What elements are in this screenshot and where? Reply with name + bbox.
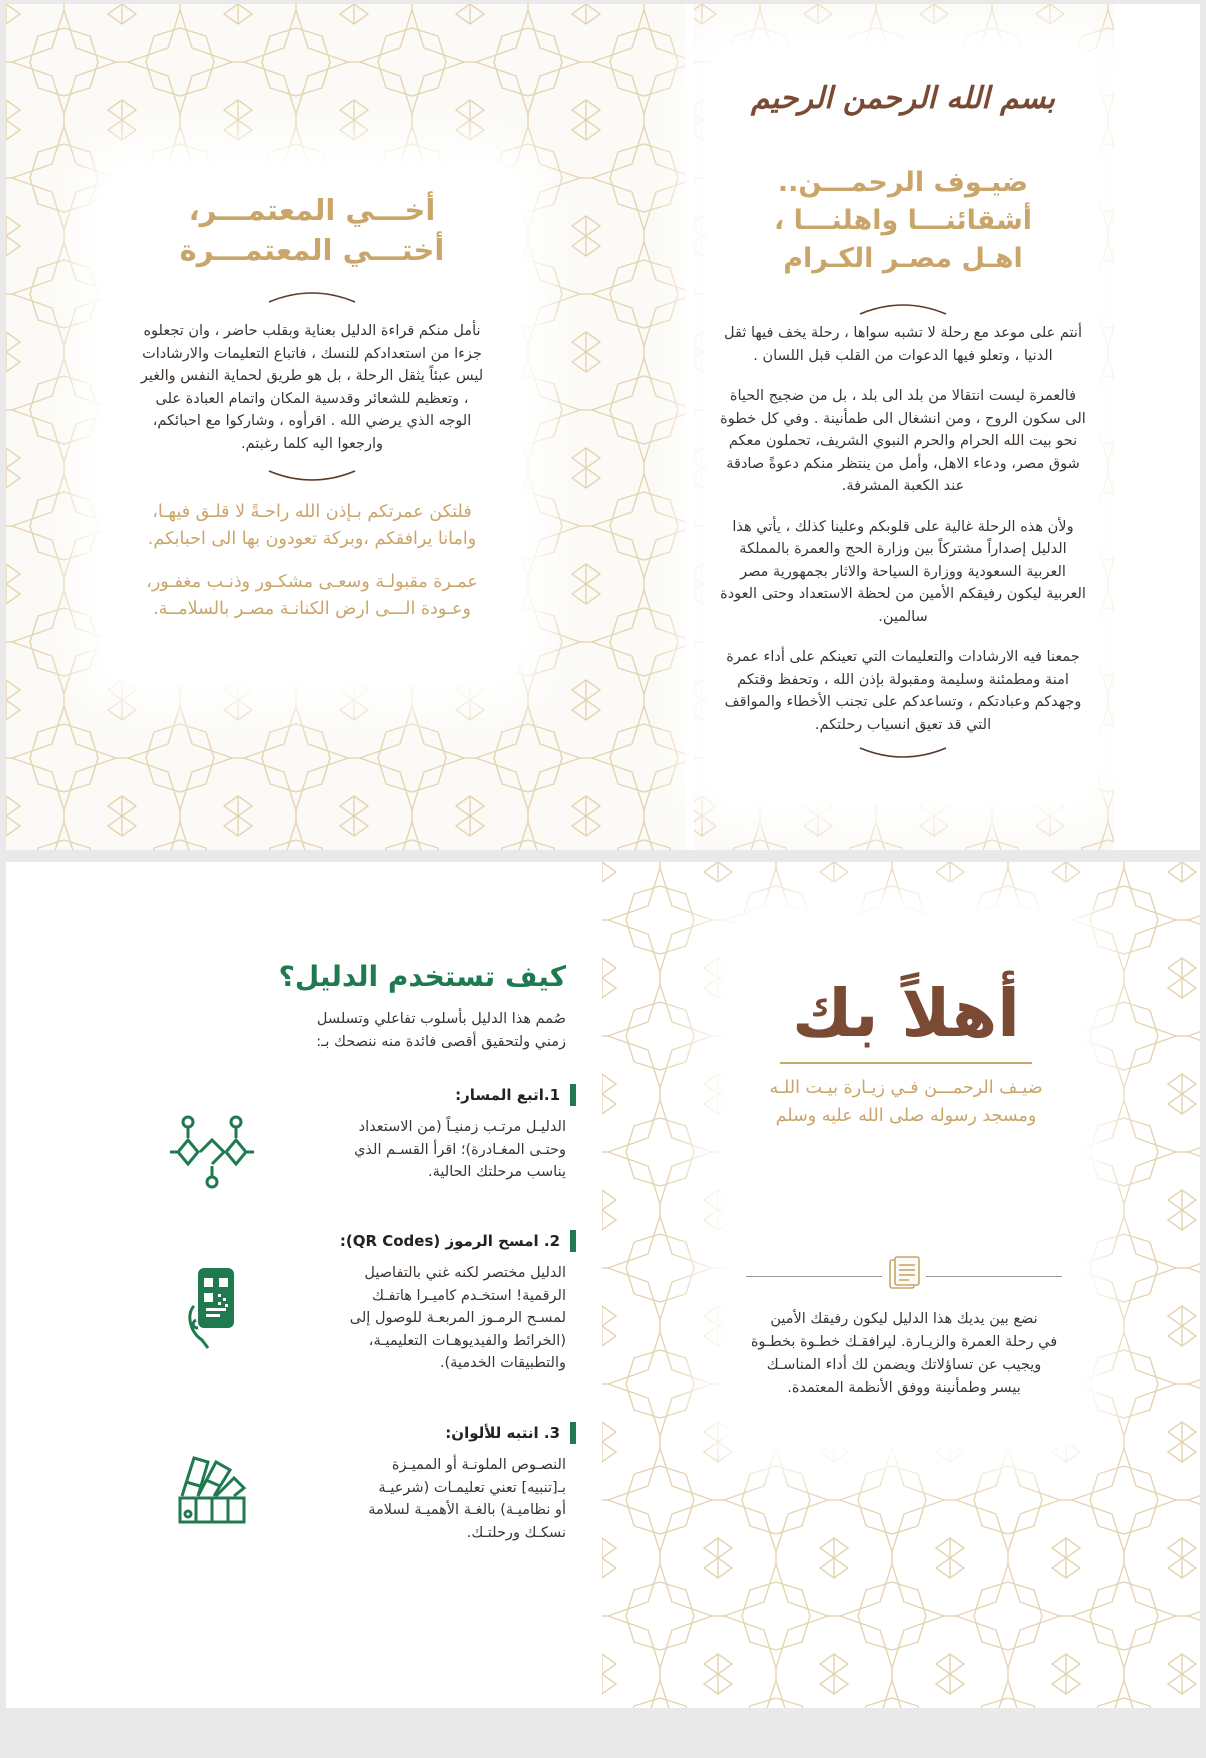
intro-paragraph: جمعنا فيه الارشادات والتعليمات التي تعينكم على أداء عمرة امنة ومطمئنة وسليمة ومقبولة بإذن الله ، وتحفظ وقتكم وجهدكم وعبادتكم ، وتساعدكم على تجنب الأخطاء والمواقف التي قد تعيق انسياب رحلتكم. xyxy=(724,649,1082,733)
intro-line: ويجيب عن تساؤلاتك ويضمن لك أداء المناسـك xyxy=(766,1357,1042,1373)
open-book-icon xyxy=(884,1254,924,1294)
tip-line: الرقمية! استخـدم كاميـرا هاتفـك xyxy=(372,1287,566,1304)
how-to-use-title: كيف تستخدم الدليل؟ xyxy=(278,960,566,993)
intro-line: صُمم هذا الدليل بأسلوب تفاعلي وتسلسل xyxy=(316,1011,566,1027)
intro-line: في رحلة العمرة والزيـارة. ليرافقـك خطـوة بخطـوة xyxy=(750,1334,1058,1350)
intro-text xyxy=(736,1308,1072,1400)
intro-paragraph: فالعمرة ليست انتقالا من بلد الى بلد ، بل من ضجيج الحياة الى سكون الروح ، ومن انشغال الى طمأنينة . وفي كل خطوة نحو بيت الله الحرام والحرم النبوي الشريف، تحملون معكم شوق مصر، ودعاء الاهل، وأمل من ينتظر منكم دعوةً صادقة عند الكعبة المشرفة. xyxy=(720,388,1086,494)
left-page-content xyxy=(106,190,518,623)
intro-line: نضع بين يديك هذا الدليل ليكون رفيقك الأمين xyxy=(770,1311,1038,1327)
tip-line: لمسـح الرمـوز المربعـة للوصول إلى xyxy=(349,1310,566,1326)
tip-body xyxy=(336,1454,576,1544)
brochure-spread-1 xyxy=(6,4,1200,850)
tip-line: والتطبيقات الخدمية). xyxy=(439,1355,566,1371)
tip-body xyxy=(336,1262,576,1375)
page-margin-strip xyxy=(1114,4,1200,850)
tip-line: يناسب مرحلتك الحالية. xyxy=(428,1164,566,1180)
how-to-use-intro xyxy=(136,1008,576,1053)
headline-line: اهـل مصـر الكـرام xyxy=(783,243,1023,274)
tip-section-qr xyxy=(336,1230,576,1375)
tip-body xyxy=(336,1116,576,1184)
tip-heading xyxy=(336,1422,576,1444)
intro-paragraph: أنتم على موعد مع رحلة لا تشبه سواها ، رحلة يخف فيها ثقل الدنيا ، وتعلو فيها الدعوات من القلب قبل اللسان . xyxy=(724,325,1082,364)
subtitle-line: ضيـف الرحمـــن فـي زيـارة بيـت اللـه xyxy=(769,1078,1043,1098)
tip-heading-label: 3. انتبه للألوان: xyxy=(445,1424,560,1442)
title-underline xyxy=(780,1062,1032,1064)
title-line: أختـــي المعتمـــرة xyxy=(179,233,445,267)
tip-heading xyxy=(336,1230,576,1252)
ornament-divider xyxy=(267,288,357,308)
right-page-content xyxy=(718,56,1088,762)
wish-line: وعـودة الـــى ارض الكنانـة مصـر بالسلامــة. xyxy=(153,599,471,619)
welcome-title: أهلاً بك xyxy=(792,975,1020,1052)
ornament-divider xyxy=(267,465,357,485)
page-fold xyxy=(686,4,694,850)
path-flow-icon xyxy=(166,1112,256,1192)
wish-line: عمـرة مقبولـة وسعـى مشكـور وذنـب مغفـور، xyxy=(146,572,478,592)
tip-heading xyxy=(336,1084,576,1106)
tip-section-path xyxy=(336,1084,576,1184)
welcome-content xyxy=(746,972,1066,1130)
tip-line: الدليـل مرتـب زمنيـاً (من الاستعداد xyxy=(358,1119,566,1135)
wish-block-1 xyxy=(106,499,518,553)
intro-divider xyxy=(736,1254,1072,1294)
intro-line: بيسر وطمأنينة ووفق الأنظمة المعتمدة. xyxy=(787,1380,1021,1396)
wish-line: وامانا يرافقكم ،وبركة تعودون بها الى احبابكم. xyxy=(147,529,477,549)
ornament-divider xyxy=(858,742,948,762)
wish-block-2 xyxy=(106,569,518,623)
tip-line: أو نظاميـة) بالغـة الأهميـة لسلامة xyxy=(368,1502,566,1518)
headline-line: ضيـوف الرحمـــن.. xyxy=(777,167,1029,198)
tip-line: النصـوص الملونـة أو المميـزة xyxy=(391,1457,566,1473)
left-page-paragraph: نأمل منكم قراءة الدليل بعناية وبقلب حاضر ، وان تجعلوه جزءا من استعدادكم للنسك ، فاتباع التعليمات والارشادات ليس عبئاً يثقل الرحلة ، بل هو طريق لحماية النفس والغير ، وتعظيم للشعائر وقدسية المكان واتمام العبادة على الوجه الذي يرضي الله . اقرأوه ، وشاركوا مع احبائكم، وارجعوا اليه كلما رغبتم. xyxy=(140,323,484,452)
ornament-divider xyxy=(858,300,948,320)
tip-line: وحتـى المغـادرة)؛ اقرأ القسـم الذي xyxy=(354,1141,566,1158)
tip-line: (الخرائط والفيديوهـات التعليميـة، xyxy=(368,1332,566,1349)
tip-line: نسكـك ورحلتـك. xyxy=(466,1524,566,1541)
tip-line: بـ[تنبيه] تعني تعليمـات (شرعيـة xyxy=(378,1479,566,1496)
intro-box-content xyxy=(736,1254,1072,1400)
how-to-use-section xyxy=(136,958,576,1053)
intro-line: زمني ولتحقيق أقصى فائدة منه ننصحك بـ: xyxy=(316,1033,566,1050)
brochure-spread-2 xyxy=(6,862,1200,1708)
tip-heading-label: 1.اتبع المسار: xyxy=(455,1086,560,1104)
color-swatch-icon xyxy=(172,1452,252,1532)
left-page-title xyxy=(106,190,518,270)
headline-line: أشقائنـــا واهلنـــا ، xyxy=(773,205,1033,236)
basmala-calligraphy: بسم الله الرحمن الرحيم xyxy=(750,81,1056,116)
qr-phone-icon xyxy=(182,1262,252,1352)
title-line: أخـــي المعتمـــر، xyxy=(188,193,436,227)
tip-heading-label: 2. امسح الرموز (QR Codes): xyxy=(339,1232,560,1250)
welcome-subtitle xyxy=(746,1074,1066,1130)
tip-line: الدليل مختصر لكنه غني بالتفاصيل xyxy=(364,1265,566,1281)
tip-section-colors xyxy=(336,1422,576,1544)
subtitle-line: ومسجد رسوله صلى الله عليه وسلم xyxy=(775,1106,1037,1126)
wish-line: فلتكن عمرتكم بـإذن الله راحـةً لا قلـق فيهـا، xyxy=(152,502,472,522)
right-page-headline xyxy=(718,164,1088,278)
intro-paragraph: ولأن هذه الرحلة غالية على قلوبكم وعلينا كذلك ، يأتي هذا الدليل إصداراً مشتركاً بين وزارة الحج والعمرة بالمملكة العربية السعودية ووزارة السياحة والاثار بجمهورية مصر العربية ليكون رفيقكم الأمين من لحظة الاستعداد وحتى العودة سالمين. xyxy=(720,518,1086,625)
